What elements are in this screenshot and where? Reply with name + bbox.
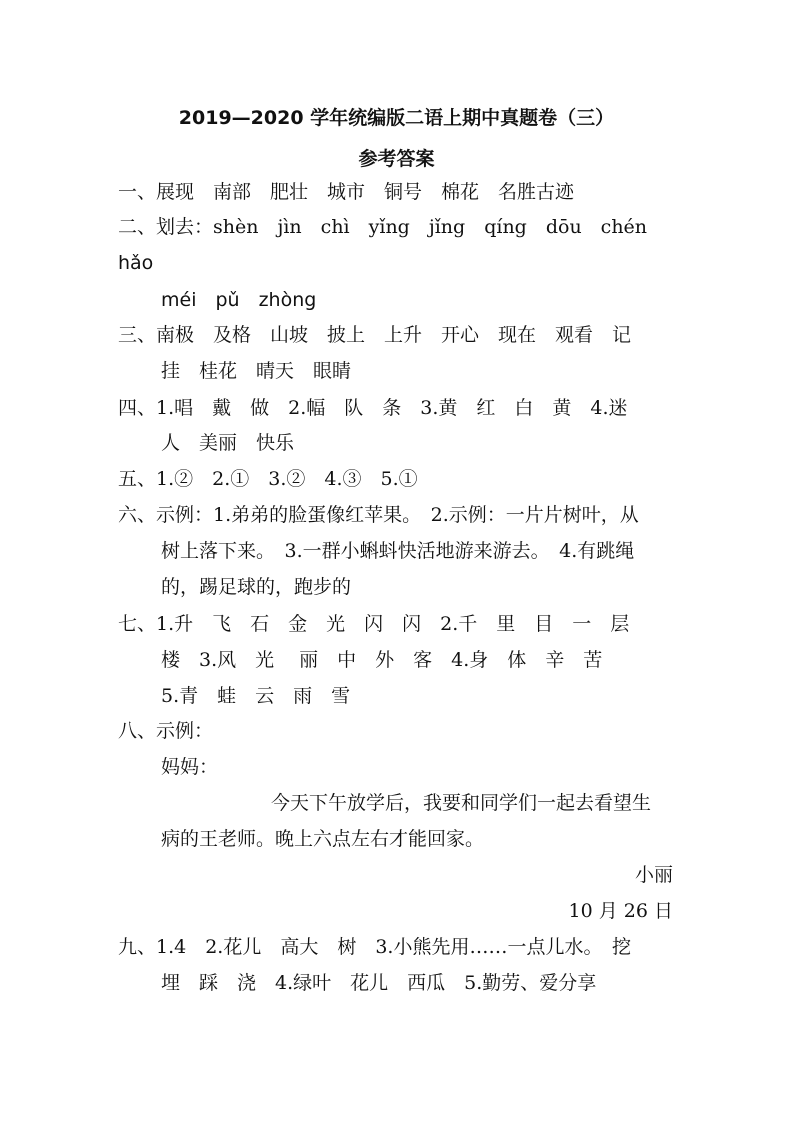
- answer-line-2-pinyin: méi pǔ zhòng: [161, 289, 317, 311]
- answer-line-7-cont: 楼 3.风 光 丽 中 外 客 4.身 体 辛 苦: [161, 649, 603, 671]
- answer-line-2-cont: hǎo: [118, 252, 154, 274]
- note-body-1: 今天下午放学后，我要和同学们一起去看望生: [271, 792, 652, 814]
- page-subtitle: 参考答案: [358, 148, 435, 170]
- answer-line-6-cont: 树上落下来。 3.一群小蝌蚪快活地游来游去。 4.有跳绳: [161, 540, 635, 562]
- note-salutation: 妈妈：: [161, 756, 219, 778]
- page-title: 2019—2020 学年统编版二语上期中真题卷（三）: [178, 107, 615, 129]
- note-date: 10 月 26 日: [568, 900, 673, 922]
- answer-line-8: 八、示例：: [118, 720, 214, 742]
- note-signature: 小丽: [634, 864, 673, 886]
- answer-line-7: 七、1.升 飞 石 金 光 闪 闪 2.千 里 目 一 层: [118, 613, 630, 635]
- answer-line-9-cont: 埋 踩 浇 4.绿叶 花儿 西瓜 5.勤劳、爱分享: [161, 972, 597, 994]
- answer-line-5: 五、1.② 2.① 3.② 4.③ 5.①: [118, 468, 418, 490]
- note-body-2: 病的王老师。晚上六点左右才能回家。: [161, 828, 485, 850]
- answer-line-3-cont: 挂 桂花 晴天 眼睛: [161, 360, 352, 382]
- answer-line-9: 九、1.4 2.花儿 高大 树 3.小熊先用……一点儿水。 挖: [118, 936, 631, 958]
- answer-line-6-cont2: 的，踢足球的，跑步的: [161, 576, 352, 598]
- answer-line-7-cont2: 5.青 蛙 云 雨 雪: [161, 685, 351, 707]
- answer-line-4: 四、1.唱 戴 做 2.幅 队 条 3.黄 红 白 黄 4.迷: [118, 397, 628, 419]
- answer-line-3: 三、南极 及格 山坡 披上 上升 开心 现在 观看 记: [118, 324, 632, 346]
- answer-line-4-cont: 人 美丽 快乐: [161, 432, 295, 454]
- answer-line-2: 二、划去：shèn jìn chì yǐng jǐng qíng dōu chén: [118, 216, 648, 238]
- answer-line-1: 一、展现 南部 肥壮 城市 铜号 棉花 名胜古迹: [118, 181, 575, 203]
- answer-line-6: 六、示例：1.弟弟的脸蛋像红苹果。 2.示例：一片片树叶，从: [118, 504, 639, 526]
